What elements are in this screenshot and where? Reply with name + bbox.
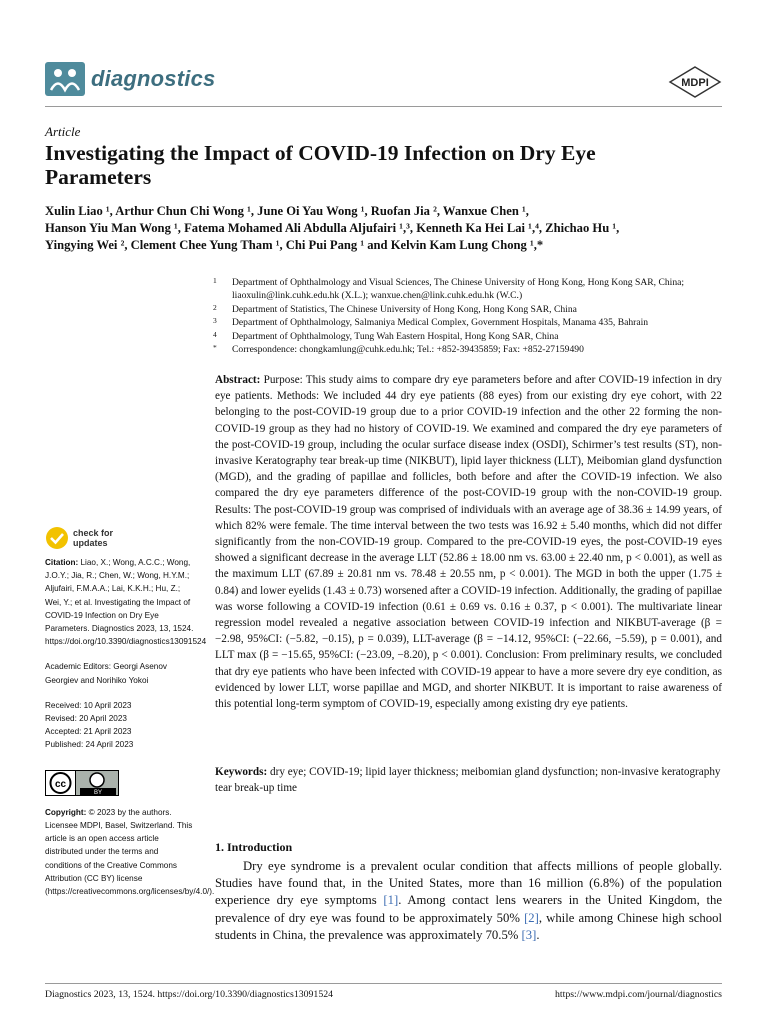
revised-date: Revised: 20 April 2023 [45,714,127,724]
journal-name: diagnostics [91,66,216,91]
footer-divider [45,983,722,984]
reference-link[interactable]: [1] [383,893,399,908]
affiliation-item: 3 Department of Ophthalmology, Salmaniya Medical Complex, Government Hospitals, Manama 435, Bahrain [213,316,649,329]
citation: Citation: Liao, X.; Wong, A.C.C.; Wong, J.O.Y.; Jia, R.; Chen, W.; Wong, H.Y.M.; Aljufairi, F.M.A.A.; Lai, K.K.H.; Hu, Z.; Wei, Y.; et al. Investigating the Impact of COVID-19 Infection on Dry Eye Parameters. Diagnostics 2023, 13, 1524. https://doi.org/10.3390/diagnostics13091524 [45,558,207,647]
publisher-logo [668,66,722,103]
sidebar [45,526,215,898]
author-line: Xulin Liao ¹, Arthur Chun Chi Wong ¹, June Oi Yau Wong ¹, Ruofan Jia ², Wanxue Chen ¹, [45,204,529,218]
reference-link[interactable]: [3] [521,927,537,942]
article-type: Article [45,124,81,139]
affiliation-item: 2 Department of Statistics, The Chinese University of Hong Kong, Hong Kong SAR, China [213,302,577,315]
abstract-label: Abstract: [215,374,261,386]
keywords-label: Keywords: [215,766,268,778]
intro-paragraph: Dry eye syndrome is a prevalent ocular condition that affects millions of people globally. Studies have found that, in the United States, more than 16 million (6.8%) of the population experience dry eye symptoms [1]. Among contact lens wearers in the United Kingdom, the prevalence of dry eye was found to be approximately 50% [2], while among Chinese high school students in China, the prevalence was approximately 70.5% [3]. [215,859,722,942]
footer-journal-link[interactable]: https://www.mdpi.com/journal/diagnostics [555,989,722,1000]
abstract [215,372,722,712]
academic-editors: Academic Editors: Georgi Asenov Georgiev and Norihiko Yokoi [45,662,167,685]
reference-link[interactable]: [2] [524,910,539,925]
svg-text:BY: BY [93,789,103,796]
check-for-updates-button[interactable]: check for updates [45,526,197,550]
keywords-text: dry eye; COVID-19; lipid layer thickness; meibomian gland dysfunction; non-invasive keratography tear break-up time [215,766,721,795]
author-line: Hanson Yiu Man Wong ¹, Fatema Mohamed Ali Abdulla Aljufairi ¹,³, Kenneth Ka Hei Lai ¹,⁴, Zhichao Hu ¹, [45,221,620,235]
cc-license-badge[interactable] [45,770,197,800]
copyright: Copyright: © 2023 by the authors. Licensee MDPI, Basel, Switzerland. This article is an open access article distributed under the terms and conditions of the Creative Commons Attribution (CC BY) license (https://creativecommons.org/licenses/by/4.0/). [45,807,215,897]
header-divider [45,106,722,107]
journal-logo [45,62,215,96]
author-list [45,203,725,254]
affiliation-item: * Correspondence: chongkamlung@cuhk.edu.hk; Tel.: +852-39435859; Fax: +852-27159490 [213,343,584,356]
abstract-text: Purpose: This study aims to compare dry eye parameters before and after COVID-19 infection in dry eye patients. Methods: We included 44 dry eye patients (88 eyes) from our existing dry eye cohort, with 22 belonging to the post-COVID-19 group due to a prior COVID-19 infection and the other 22 forming the non-COVID-19 group as they had no history of COVID-19. We examined and compared the dry eye parameters of the post-COVID-19 group, including the ocular surface disease index (OSDI), Schirmer’s test results (ST), non-invasive Keratography tear break-up time (NIKBUT), lipid layer thickness (LLT), Meibomian gland dysfunction (MGD), and the grading of papillae and follicles, both before and after the COVID-19 infection. We also compared the dry eye parameters difference of the post-COVID-19 group with the non-COVID-19 group. Results: The post-COVID-19 group was comprised of individuals with an average age of 38.36 ± 14.99 years, of which 82% were female. The time interval between the two tests was 16.92 ± 5.40 months, which did not differ significantly from the non-COVID-19 group. Compared to the pre-COVID-19 eyes, the post-COVID-19 eyes showed a significant decrease in the average LLT (52.86 ± 18.00 nm vs. 63.00 ± 22.40 nm, p < 0.001), as well as the maximum LLT (67.89 ± 20.81 nm vs. 78.48 ± 20.55 nm, p < 0.001). The MGD in both the upper (1.75 ± 0.84) and lower eyelids (1.43 ± 0.73) worsened after a COVID-19 infection. Additionally, the grading of papillae was worse following a COVID-19 infection (0.61 ± 0.69 vs. 0.16 ± 0.37, p < 0.001). The multivariate linear regression model revealed a negative association between COVID-19 infection and NIKBUT-average (β = −2.98, 95%CI: (−5.82, −0.15), p = 0.039), LLT-average (β = −14.12, 95%CI: (−22.66, −5.59), p = 0.001), and LLT max (β = −15.65, 95%CI: (−23.09, −8.20), p < 0.001). Conclusion: From preliminary results, we concluded that dry eye patients who have been infected with COVID-19 appear to have a more severe dry eye condition, as evidenced by lower LLT, worse papillae and MGD, and shorter NIKBUT. It is important to raise awareness of this potential long-term symptom of COVID-19, especially among existing dry eye patients. [215,374,723,711]
article-title: Investigating the Impact of COVID-19 Infection on Dry Eye Parameters [45,141,596,189]
footer-citation: Diagnostics 2023, 13, 1524. https://doi.org/10.3390/diagnostics13091524 [45,989,334,1000]
affiliation-item: 4 Department of Ophthalmology, Tung Wah Eastern Hospital, Hong Kong SAR, China [213,329,559,342]
published-date: Published: 24 April 2023 [45,740,134,750]
svg-text:cc: cc [54,778,67,790]
keywords [215,764,722,796]
affiliation-item: 1 Department of Ophthalmology and Visual Sciences, The Chinese University of Hong Kong, Hong Kong SAR, China; liaoxulin@link.cuhk.edu.hk (X.L.); wanxue.chen@link.cuhk.edu.hk (W.C.) [213,276,685,302]
author-line: Yingying Wei ², Clement Chee Yung Tham ¹, Chi Pui Pang ¹ and Kelvin Kam Lung Chong ¹,* [45,238,544,252]
accepted-date: Accepted: 21 April 2023 [45,727,132,737]
affiliations [213,276,733,356]
section-heading: 1. Introduction [215,840,293,854]
publisher-name: MDPI [681,77,709,89]
journal-emblem-icon [45,62,85,96]
check-updates-icon [45,526,69,550]
received-date: Received: 10 April 2023 [45,700,132,710]
